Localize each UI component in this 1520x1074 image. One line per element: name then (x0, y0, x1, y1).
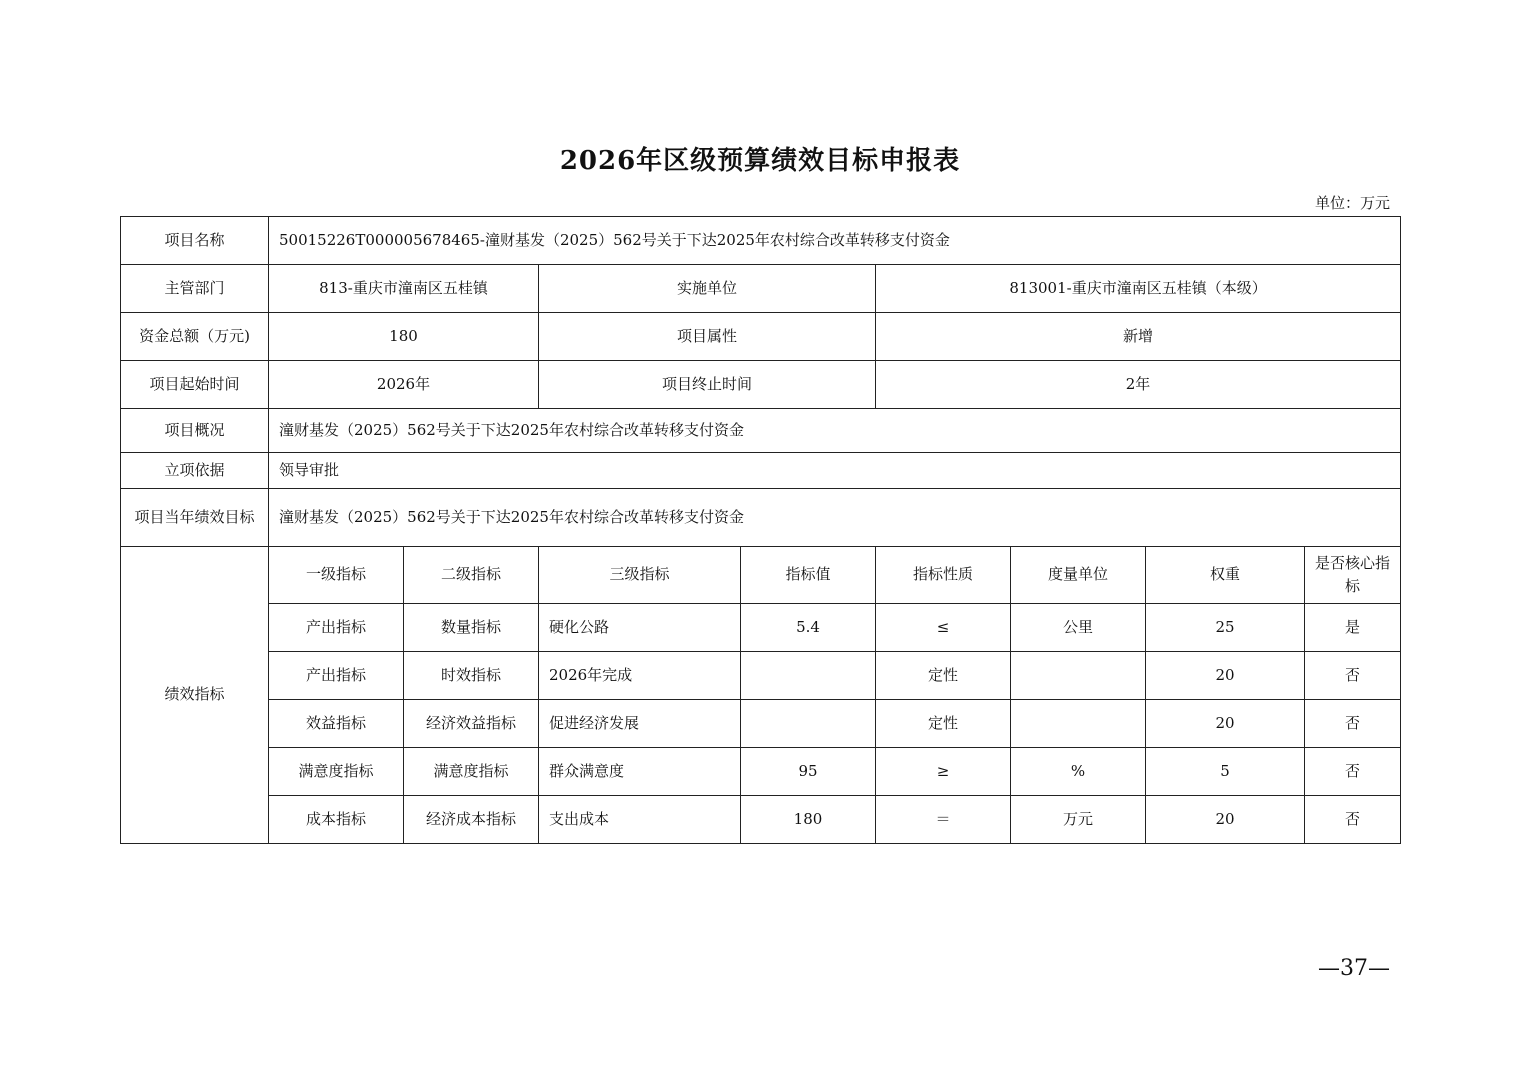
cell-value: 180 (741, 796, 876, 844)
row-time (121, 361, 1401, 409)
cell-nature: ≥ (876, 748, 1011, 796)
impl-value: 813001-重庆市潼南区五桂镇（本级） (876, 265, 1401, 313)
basis-value: 领导审批 (269, 453, 1401, 489)
row-basis (121, 453, 1401, 489)
header-nature: 指标性质 (876, 547, 1011, 604)
cell-core: 否 (1305, 748, 1401, 796)
indicator-header-row (121, 547, 1401, 604)
cell-weight: 5 (1146, 748, 1305, 796)
cell-level1: 成本指标 (269, 796, 404, 844)
row-project-name (121, 217, 1401, 265)
project-name-value: 50015226T000005678465-潼财基发（2025）562号关于下达2025年农村综合改革转移支付资金 (269, 217, 1401, 265)
cell-unit: 万元 (1011, 796, 1146, 844)
cell-nature: 定性 (876, 700, 1011, 748)
cell-core: 否 (1305, 700, 1401, 748)
cell-level1: 效益指标 (269, 700, 404, 748)
cell-unit: 公里 (1011, 604, 1146, 652)
cell-unit (1011, 700, 1146, 748)
cell-value (741, 700, 876, 748)
header-value: 指标值 (741, 547, 876, 604)
cell-value: 5.4 (741, 604, 876, 652)
cell-weight: 20 (1146, 700, 1305, 748)
impl-label: 实施单位 (539, 265, 876, 313)
cell-level1: 产出指标 (269, 652, 404, 700)
page-number: —37— (1318, 956, 1390, 981)
table-row (121, 604, 1401, 652)
indicator-section-label: 绩效指标 (121, 547, 269, 844)
overview-label: 项目概况 (121, 409, 269, 453)
attr-value: 新增 (876, 313, 1401, 361)
cell-level2: 经济效益指标 (404, 700, 539, 748)
attr-label: 项目属性 (539, 313, 876, 361)
dept-value: 813-重庆市潼南区五桂镇 (269, 265, 539, 313)
cell-weight: 20 (1146, 796, 1305, 844)
header-core: 是否核心指标 (1305, 547, 1401, 604)
row-goal (121, 489, 1401, 547)
project-name-label: 项目名称 (121, 217, 269, 265)
goal-label: 项目当年绩效目标 (121, 489, 269, 547)
cell-level3: 2026年完成 (539, 652, 741, 700)
cell-value: 95 (741, 748, 876, 796)
cell-weight: 20 (1146, 652, 1305, 700)
row-department (121, 265, 1401, 313)
start-label: 项目起始时间 (121, 361, 269, 409)
cell-level2: 满意度指标 (404, 748, 539, 796)
cell-weight: 25 (1146, 604, 1305, 652)
cell-level1: 满意度指标 (269, 748, 404, 796)
fund-value: 180 (269, 313, 539, 361)
cell-nature: ＝ (876, 796, 1011, 844)
cell-unit: % (1011, 748, 1146, 796)
cell-core: 否 (1305, 652, 1401, 700)
row-overview (121, 409, 1401, 453)
page-title: 2026年区级预算绩效目标申报表 (559, 146, 961, 176)
header-level2: 二级指标 (404, 547, 539, 604)
cell-core: 是 (1305, 604, 1401, 652)
cell-core: 否 (1305, 796, 1401, 844)
table-row (121, 748, 1401, 796)
cell-unit (1011, 652, 1146, 700)
cell-nature: 定性 (876, 652, 1011, 700)
table-row (121, 700, 1401, 748)
unit-label: 单位：万元 (1314, 194, 1390, 212)
start-value: 2026年 (269, 361, 539, 409)
goal-value: 潼财基发（2025）562号关于下达2025年农村综合改革转移支付资金 (269, 489, 1401, 547)
cell-value (741, 652, 876, 700)
header-level1: 一级指标 (269, 547, 404, 604)
cell-level3: 促进经济发展 (539, 700, 741, 748)
end-label: 项目终止时间 (539, 361, 876, 409)
cell-level3: 群众满意度 (539, 748, 741, 796)
end-value: 2年 (876, 361, 1401, 409)
cell-level2: 数量指标 (404, 604, 539, 652)
table-row (121, 652, 1401, 700)
basis-label: 立项依据 (121, 453, 269, 489)
header-unit: 度量单位 (1011, 547, 1146, 604)
cell-nature: ≤ (876, 604, 1011, 652)
cell-level1: 产出指标 (269, 604, 404, 652)
performance-table (120, 216, 1401, 844)
dept-label: 主管部门 (121, 265, 269, 313)
cell-level2: 经济成本指标 (404, 796, 539, 844)
header-weight: 权重 (1146, 547, 1305, 604)
overview-value: 潼财基发（2025）562号关于下达2025年农村综合改革转移支付资金 (269, 409, 1401, 453)
cell-level3: 支出成本 (539, 796, 741, 844)
header-level3: 三级指标 (539, 547, 741, 604)
fund-label: 资金总额（万元) (121, 313, 269, 361)
cell-level2: 时效指标 (404, 652, 539, 700)
table-row (121, 796, 1401, 844)
row-fund (121, 313, 1401, 361)
cell-level3: 硬化公路 (539, 604, 741, 652)
